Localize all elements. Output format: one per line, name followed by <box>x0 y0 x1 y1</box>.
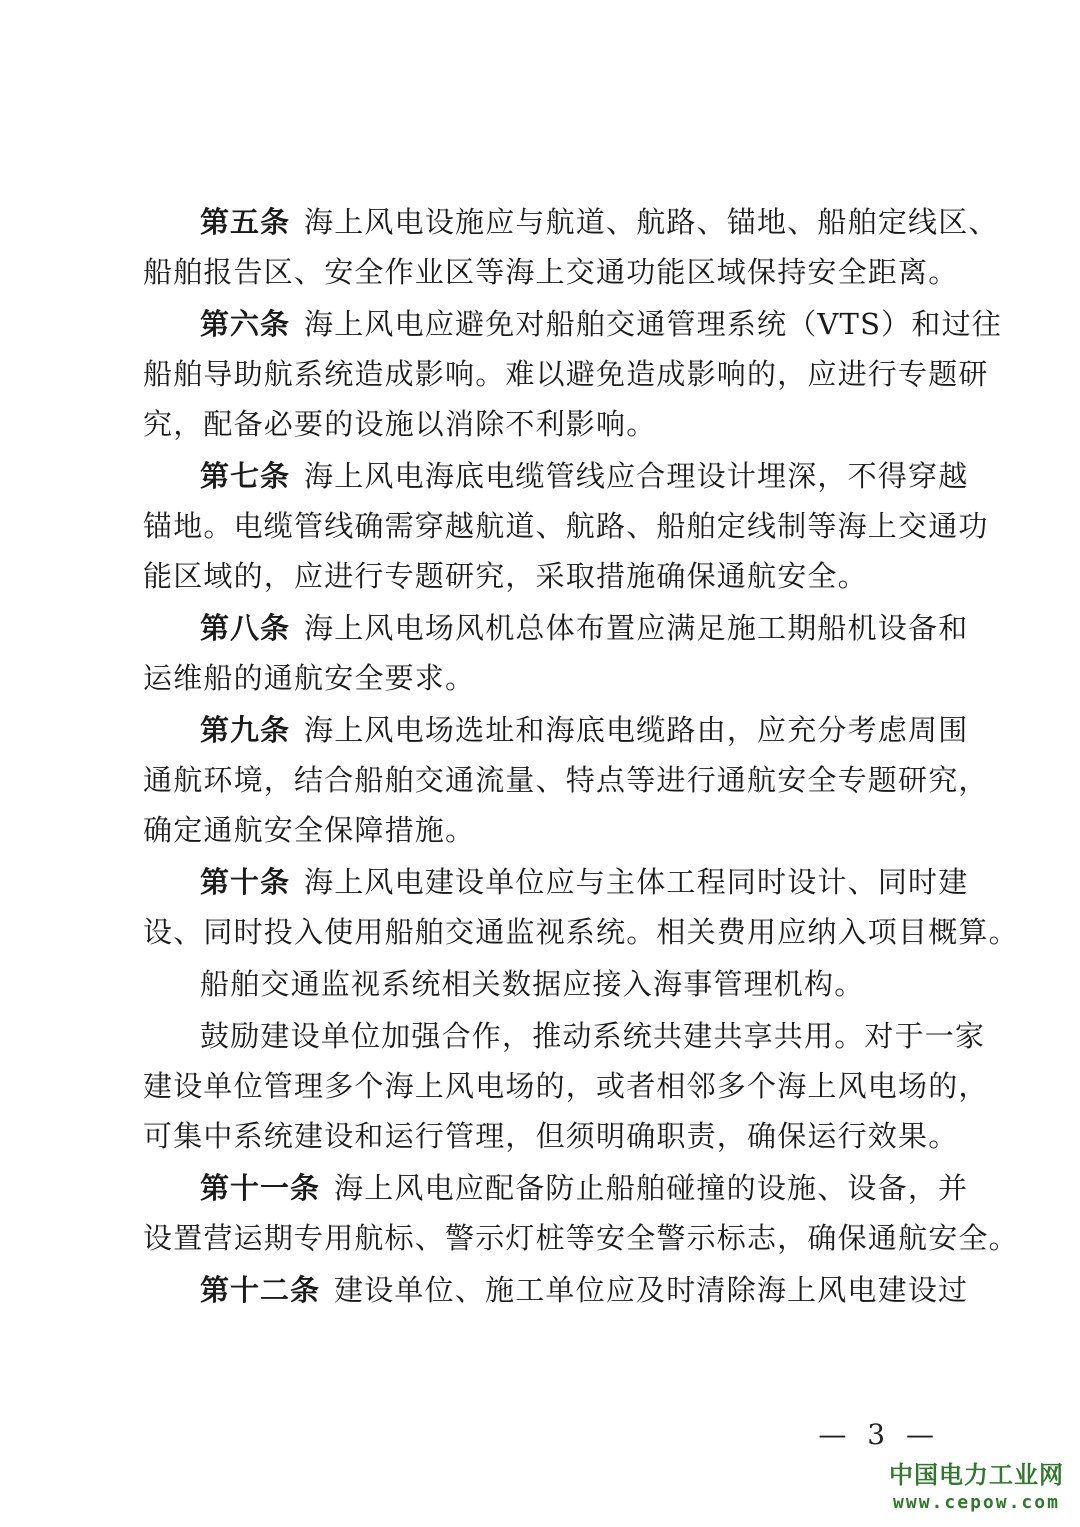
article-7-line-3: 能区域的，应进行专题研究，采取措施确保通航安全。 <box>143 559 868 593</box>
article-5-line-2: 船舶报告区、安全作业区等海上交通功能区域保持安全距离。 <box>143 255 959 289</box>
article-9-line-1: 第九条 海上风电场选址和海底电缆路由，应充分考虑周围 <box>200 713 969 747</box>
article-6-line-2: 船舶导助航系统造成影响。难以避免造成影响的，应进行专题研 <box>143 357 989 391</box>
article-9-line-3: 确定通航安全保障措施。 <box>143 813 476 847</box>
article-heading: 第七条 <box>200 459 291 493</box>
article-10-line-2: 设、同时投入使用船舶交通监视系统。相关费用应纳入项目概算。 <box>143 915 1019 949</box>
article-heading: 第十一条 <box>200 1171 321 1205</box>
watermark-url: www.cepow.com <box>893 1492 1060 1513</box>
article-6-line-3: 究，配备必要的设施以消除不利影响。 <box>143 407 657 441</box>
watermark-name: 中国电力工业网 <box>889 1461 1064 1489</box>
article-8-line-1: 第八条 海上风电场风机总体布置应满足施工期船机设备和 <box>200 611 969 645</box>
article-heading: 第九条 <box>200 713 291 747</box>
article-heading: 第八条 <box>200 611 291 645</box>
article-heading: 第五条 <box>200 205 291 239</box>
site-watermark <box>889 1460 1064 1516</box>
paragraph-cooperation-line-3: 可集中系统建设和运行管理，但须明确职责，确保运行效果。 <box>143 1119 959 1153</box>
article-12-line-1: 第十二条 建设单位、施工单位应及时清除海上风电建设过 <box>200 1273 969 1307</box>
article-5-line-1: 第五条 海上风电设施应与航道、航路、锚地、船舶定线区、 <box>200 205 999 239</box>
article-heading: 第十二条 <box>200 1273 321 1307</box>
article-11-line-1: 第十一条 海上风电应配备防止船舶碰撞的设施、设备，并 <box>200 1171 969 1205</box>
page-number: — 3 — <box>818 1418 940 1451</box>
article-heading: 第十条 <box>200 865 291 899</box>
article-6-line-1: 第六条 海上风电应避免对船舶交通管理系统（VTS）和过往 <box>200 307 1002 341</box>
article-9-line-2: 通航环境，结合船舶交通流量、特点等进行通航安全专题研究， <box>143 763 989 797</box>
article-7-line-2: 锚地。电缆管线确需穿越航道、航路、船舶定线制等海上交通功 <box>143 509 989 543</box>
article-7-line-1: 第七条 海上风电海底电缆管线应合理设计埋深，不得穿越 <box>200 459 969 493</box>
article-heading: 第六条 <box>200 307 291 341</box>
paragraph-cooperation-line-1: 鼓励建设单位加强合作，推动系统共建共享共用。对于一家 <box>200 1019 986 1053</box>
article-8-line-2: 运维船的通航安全要求。 <box>143 661 476 695</box>
paragraph-monitoring-data: 船舶交通监视系统相关数据应接入海事管理机构。 <box>200 967 865 1001</box>
article-10-line-1: 第十条 海上风电建设单位应与主体工程同时设计、同时建 <box>200 865 969 899</box>
article-11-line-2: 设置营运期专用航标、警示灯桩等安全警示标志，确保通航安全。 <box>143 1221 1019 1255</box>
paragraph-cooperation-line-2: 建设单位管理多个海上风电场的，或者相邻多个海上风电场的， <box>143 1069 989 1103</box>
